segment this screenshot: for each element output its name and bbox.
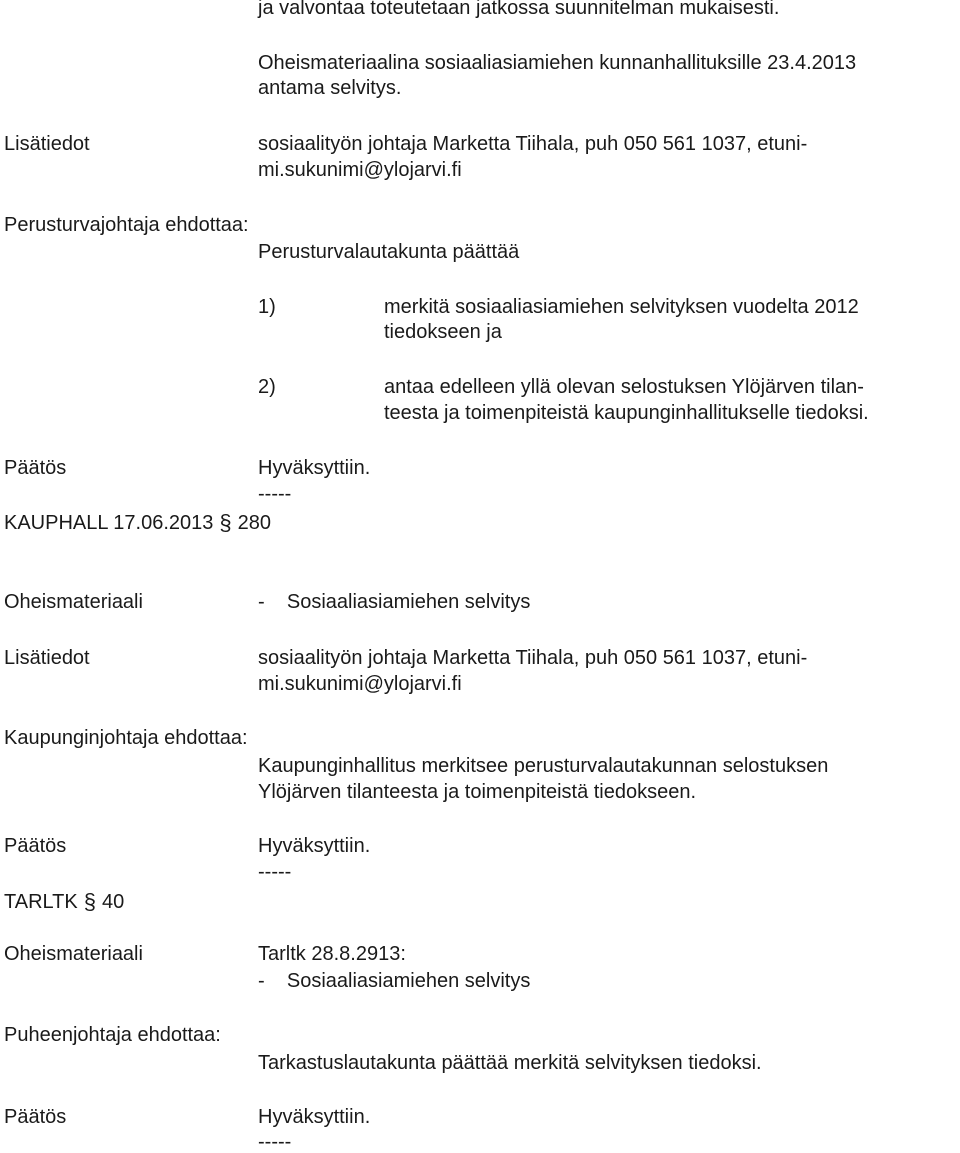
proposal-text-line2: Ylöjärven tilanteesta ja toimenpiteistä tiedokseen. bbox=[258, 781, 697, 803]
proposal-item-number: 2) bbox=[258, 376, 276, 398]
attachment-label: Oheismateriaali bbox=[4, 943, 143, 965]
proposal-item-number: 1) bbox=[258, 296, 276, 318]
proposal-decider: Perusturvalautakunta päättää bbox=[258, 241, 520, 263]
decision-label: Päätös bbox=[4, 835, 67, 857]
meeting-reference bbox=[4, 890, 124, 912]
intro-text: ja valvontaa toteutetaan jatkossa suunnitelman mukaisesti. bbox=[258, 0, 780, 19]
section-symbol: § bbox=[219, 510, 232, 535]
reference-body: KAUPHALL 17.06.2013 bbox=[4, 512, 214, 534]
decision-text: Hyväksyttiin. bbox=[258, 835, 371, 857]
attachment-text: - Sosiaaliasiamiehen selvitys bbox=[258, 591, 531, 613]
decision-separator: ----- bbox=[258, 1131, 292, 1153]
proposal-text: Tarkastuslautakunta päättää merkitä selvityksen tiedoksi. bbox=[258, 1052, 762, 1074]
info-contact-line1: sosiaalityön johtaja Marketta Tiihala, puh 050 561 1037, etuni- bbox=[258, 647, 808, 669]
proposal-item-text-line1: antaa edelleen yllä olevan selostuksen Ylöjärven tilan- bbox=[384, 376, 864, 398]
decision-label: Päätös bbox=[4, 1106, 67, 1128]
proposal-heading: Kaupunginjohtaja ehdottaa: bbox=[4, 727, 248, 749]
proposal-heading: Puheenjohtaja ehdottaa: bbox=[4, 1024, 221, 1046]
info-contact-email: mi.sukunimi@ylojarvi.fi bbox=[258, 159, 462, 181]
reference-number: 280 bbox=[237, 512, 272, 534]
proposal-text-line1: Kaupunginhallitus merkitsee perusturvalautakunnan selostuksen bbox=[258, 755, 829, 777]
proposal-item-text-line2: teesta ja toimenpiteistä kaupunginhallitukselle tiedoksi. bbox=[384, 402, 869, 424]
info-contact-line1: sosiaalityön johtaja Marketta Tiihala, puh 050 561 1037, etuni- bbox=[258, 133, 808, 155]
proposal-item-text-line2: tiedokseen ja bbox=[384, 321, 502, 343]
reference-number: 40 bbox=[101, 891, 125, 913]
attachment-text-line2: - Sosiaaliasiamiehen selvitys bbox=[258, 970, 531, 992]
attachment-note-line1: Oheismateriaalina sosiaaliasiamiehen kunnanhallituksille 23.4.2013 bbox=[258, 52, 857, 74]
proposal-heading: Perusturvajohtaja ehdottaa: bbox=[4, 214, 249, 236]
info-label: Lisätiedot bbox=[4, 647, 90, 669]
meeting-reference bbox=[4, 511, 271, 533]
decision-text: Hyväksyttiin. bbox=[258, 457, 371, 479]
reference-body: TARLTK bbox=[4, 891, 78, 913]
decision-text: Hyväksyttiin. bbox=[258, 1106, 371, 1128]
info-contact-email: mi.sukunimi@ylojarvi.fi bbox=[258, 673, 462, 695]
decision-separator: ----- bbox=[258, 861, 292, 883]
info-label: Lisätiedot bbox=[4, 133, 90, 155]
section-symbol: § bbox=[83, 889, 96, 914]
decision-separator: ----- bbox=[258, 483, 292, 505]
proposal-item-text-line1: merkitä sosiaaliasiamiehen selvityksen vuodelta 2012 bbox=[384, 296, 859, 318]
attachment-text-line1: Tarltk 28.8.2913: bbox=[258, 943, 406, 965]
decision-label: Päätös bbox=[4, 457, 67, 479]
attachment-label: Oheismateriaali bbox=[4, 591, 143, 613]
attachment-note-line2: antama selvitys. bbox=[258, 77, 402, 99]
